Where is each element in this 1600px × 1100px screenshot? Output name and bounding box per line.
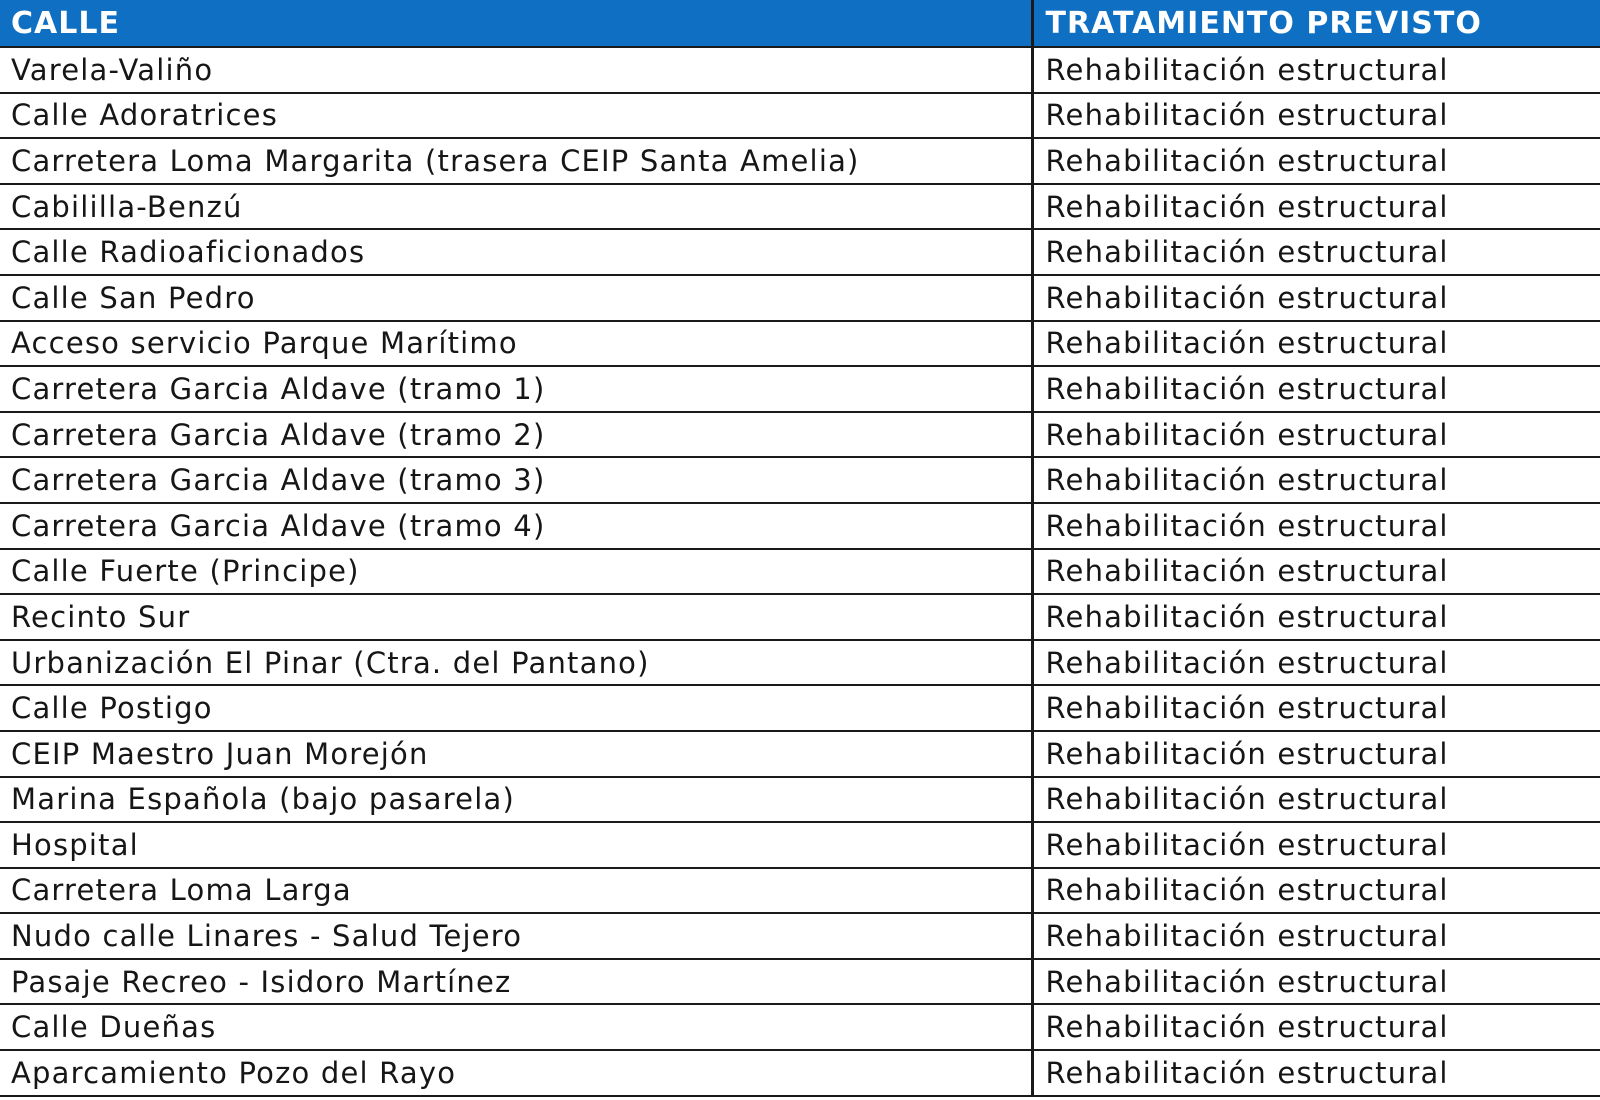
table-row: [0, 731, 1600, 777]
table-row: [0, 959, 1600, 1005]
cell-calle[interactable]: CEIP Maestro Juan Morejón: [0, 731, 1032, 777]
table-row: [0, 321, 1600, 367]
cell-tratamiento[interactable]: Rehabilitación estructural: [1032, 321, 1600, 367]
table-row: [0, 138, 1600, 184]
cell-calle[interactable]: Varela-Valiño: [0, 47, 1032, 93]
cell-calle[interactable]: Marina Española (bajo pasarela): [0, 777, 1032, 823]
table-row: [0, 229, 1600, 275]
cell-calle[interactable]: Acceso servicio Parque Marítimo: [0, 321, 1032, 367]
cell-tratamiento[interactable]: Rehabilitación estructural: [1032, 138, 1600, 184]
cell-tratamiento[interactable]: Rehabilitación estructural: [1032, 275, 1600, 321]
cell-tratamiento[interactable]: Rehabilitación estructural: [1032, 229, 1600, 275]
table-row: [0, 47, 1600, 93]
cell-calle[interactable]: Calle Adoratrices: [0, 93, 1032, 139]
table-row: [0, 366, 1600, 412]
cell-calle[interactable]: Calle Fuerte (Principe): [0, 549, 1032, 595]
cell-calle[interactable]: Carretera Garcia Aldave (tramo 4): [0, 503, 1032, 549]
cell-tratamiento[interactable]: Rehabilitación estructural: [1032, 1050, 1600, 1096]
cell-calle[interactable]: Hospital: [0, 822, 1032, 868]
cell-calle[interactable]: Recinto Sur: [0, 594, 1032, 640]
cell-tratamiento[interactable]: Rehabilitación estructural: [1032, 777, 1600, 823]
cell-tratamiento[interactable]: Rehabilitación estructural: [1032, 959, 1600, 1005]
cell-calle[interactable]: Calle Dueñas: [0, 1004, 1032, 1050]
table-row: [0, 594, 1600, 640]
cell-tratamiento[interactable]: Rehabilitación estructural: [1032, 640, 1600, 686]
cell-tratamiento[interactable]: Rehabilitación estructural: [1032, 1004, 1600, 1050]
cell-calle[interactable]: Carretera Loma Margarita (trasera CEIP Santa Amelia): [0, 138, 1032, 184]
table-row: [0, 93, 1600, 139]
table-row: [0, 822, 1600, 868]
table-row: [0, 1004, 1600, 1050]
cell-tratamiento[interactable]: Rehabilitación estructural: [1032, 412, 1600, 458]
table-header: [0, 0, 1600, 47]
column-header-tratamiento[interactable]: TRATAMIENTO PREVISTO: [1032, 0, 1600, 47]
table-row: [0, 503, 1600, 549]
table-row: [0, 685, 1600, 731]
cell-calle[interactable]: Cabililla-Benzú: [0, 184, 1032, 230]
cell-tratamiento[interactable]: Rehabilitación estructural: [1032, 503, 1600, 549]
cell-tratamiento[interactable]: Rehabilitación estructural: [1032, 913, 1600, 959]
table-row: [0, 777, 1600, 823]
table-row: [0, 275, 1600, 321]
table-row: [0, 1050, 1600, 1096]
cell-calle[interactable]: Aparcamiento Pozo del Rayo: [0, 1050, 1032, 1096]
cell-tratamiento[interactable]: Rehabilitación estructural: [1032, 47, 1600, 93]
table-row: [0, 913, 1600, 959]
table-row: [0, 412, 1600, 458]
cell-calle[interactable]: Carretera Garcia Aldave (tramo 3): [0, 457, 1032, 503]
table-row: [0, 549, 1600, 595]
cell-calle[interactable]: Calle Radioaficionados: [0, 229, 1032, 275]
cell-calle[interactable]: Carretera Loma Larga: [0, 868, 1032, 914]
table-body: [0, 47, 1600, 1096]
cell-tratamiento[interactable]: Rehabilitación estructural: [1032, 731, 1600, 777]
cell-calle[interactable]: Carretera Garcia Aldave (tramo 1): [0, 366, 1032, 412]
cell-tratamiento[interactable]: Rehabilitación estructural: [1032, 93, 1600, 139]
cell-tratamiento[interactable]: Rehabilitación estructural: [1032, 594, 1600, 640]
table-row: [0, 184, 1600, 230]
table-row: [0, 457, 1600, 503]
header-row: [0, 0, 1600, 47]
cell-tratamiento[interactable]: Rehabilitación estructural: [1032, 685, 1600, 731]
table-row: [0, 868, 1600, 914]
cell-calle[interactable]: Calle San Pedro: [0, 275, 1032, 321]
cell-calle[interactable]: Nudo calle Linares - Salud Tejero: [0, 913, 1032, 959]
column-header-calle[interactable]: CALLE: [0, 0, 1032, 47]
cell-tratamiento[interactable]: Rehabilitación estructural: [1032, 868, 1600, 914]
cell-calle[interactable]: Pasaje Recreo - Isidoro Martínez: [0, 959, 1032, 1005]
table-row: [0, 640, 1600, 686]
cell-calle[interactable]: Urbanización El Pinar (Ctra. del Pantano): [0, 640, 1032, 686]
cell-tratamiento[interactable]: Rehabilitación estructural: [1032, 822, 1600, 868]
cell-calle[interactable]: Calle Postigo: [0, 685, 1032, 731]
cell-calle[interactable]: Carretera Garcia Aldave (tramo 2): [0, 412, 1032, 458]
cell-tratamiento[interactable]: Rehabilitación estructural: [1032, 366, 1600, 412]
cell-tratamiento[interactable]: Rehabilitación estructural: [1032, 457, 1600, 503]
cell-tratamiento[interactable]: Rehabilitación estructural: [1032, 184, 1600, 230]
cell-tratamiento[interactable]: Rehabilitación estructural: [1032, 549, 1600, 595]
